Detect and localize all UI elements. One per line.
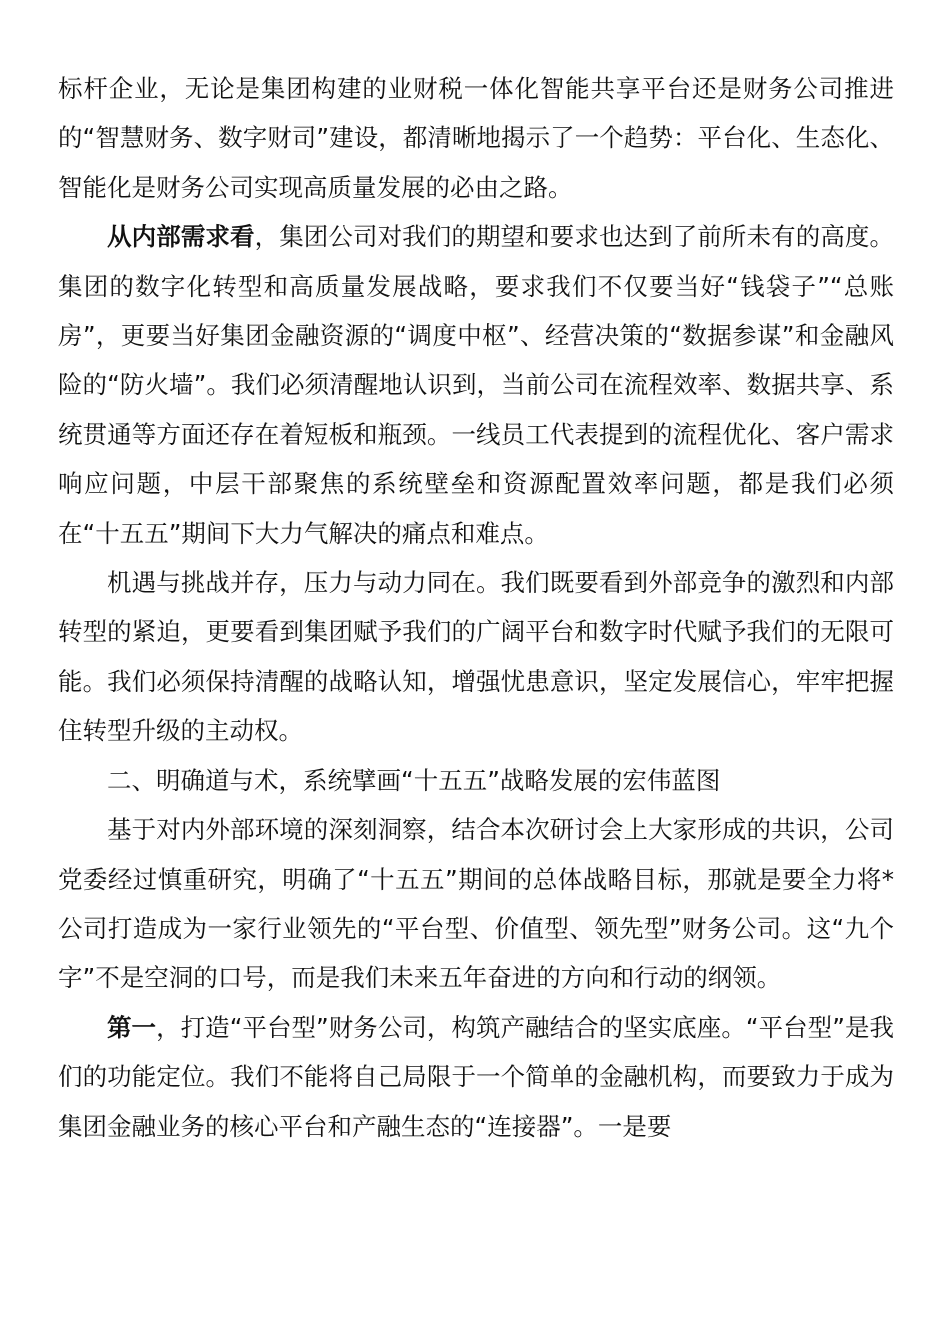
paragraph-internal-demand bbox=[58, 212, 894, 558]
section-heading: 二、明确道与术，系统擘画“十五五”战略发展的宏伟蓝图 bbox=[107, 765, 721, 795]
paragraph-first-point bbox=[58, 1003, 894, 1151]
paragraph-text: 基于对内外部环境的深刻洞察，结合本次研讨会上大家形成的共识，公司党委经过慎重研究，明确了“十五五”期间的总体战略目标，那就是要全力将*公司打造成为一家行业领先的“平台型、价值型、领先型”财务公司。这“九个字”不是空洞的口号，而是我们未来五年奋进的方向和行动的纲领。 bbox=[58, 815, 894, 993]
document-body bbox=[58, 64, 894, 1151]
paragraph-text: 标杆企业，无论是集团构建的业财税一体化智能共享平台还是财务公司推进的“智慧财务、数字财司”建设，都清晰地揭示了一个趋势：平台化、生态化、智能化是财务公司实现高质量发展的必由之路。 bbox=[58, 74, 894, 202]
paragraph-lead: 第一 bbox=[107, 1012, 157, 1042]
paragraph-lead: 从内部需求看 bbox=[107, 222, 255, 252]
paragraph-text: ，打造“平台型”财务公司，构筑产融结合的坚实底座。“平台型”是我们的功能定位。我们不能将自己局限于一个简单的金融机构，而要致力于成为集团金融业务的核心平台和产融生态的“连接器”。一是要 bbox=[58, 1012, 894, 1141]
paragraph-opportunity bbox=[58, 558, 894, 756]
paragraph-text: 机遇与挑战并存，压力与动力同在。我们既要看到外部竞争的激烈和内部转型的紧迫，更要看到集团赋予我们的广阔平台和数字时代赋予我们的无限可能。我们必须保持清醒的战略认知，增强忧患意识，坚定发展信心，牢牢把握住转型升级的主动权。 bbox=[58, 568, 894, 746]
paragraph-continuation bbox=[58, 64, 894, 212]
paragraph-text: ，集团公司对我们的期望和要求也达到了前所未有的高度。集团的数字化转型和高质量发展战略，要求我们不仅要当好“钱袋子”“总账房”，更要当好集团金融资源的“调度中枢”、经营决策的“数据参谋”和金融风险的“防火墙”。我们必须清醒地认识到，当前公司在流程效率、数据共享、系统贯通等方面还存在着短板和瓶颈。一线员工代表提到的流程优化、客户需求响应问题，中层干部聚焦的系统壁垒和资源配置效率问题，都是我们必须在“十五五”期间下大力气解决的痛点和难点。 bbox=[58, 222, 895, 548]
paragraph-strategy-goal bbox=[58, 805, 894, 1003]
